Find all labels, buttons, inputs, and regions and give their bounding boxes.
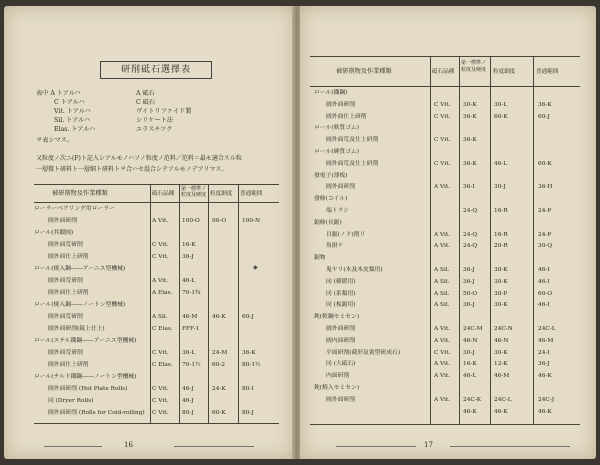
fine-cell: 30-K <box>494 302 508 309</box>
section-label: ロール(焼入鋼――アーニス型機械) <box>34 266 126 272</box>
row-label: 圓外面荒研削 <box>48 314 83 320</box>
fine-cell: 30-P <box>494 290 508 297</box>
section-label: ロール(焼入鋼――ノートン型機械) <box>34 302 126 308</box>
row-label: 圓外面仕上研削 <box>48 362 89 368</box>
fine-cell: 46-K <box>212 314 226 320</box>
stone-cell: A Vit. <box>434 396 451 403</box>
fine-cell: 30-L <box>494 101 508 108</box>
fine-cell: 46-N <box>494 337 509 344</box>
fine-cell: 46-M <box>494 373 510 380</box>
stone-cell: A Sil. <box>434 278 450 285</box>
row-label: 圓外面荒研削 <box>48 242 83 248</box>
section-label: ロール(ステル鐵鋼――アーニス型機械) <box>34 338 137 344</box>
left-page <box>4 6 294 459</box>
grain-cell: 36-J <box>463 302 475 309</box>
fine-cell: 24-K <box>212 386 226 392</box>
print-mark: ◆ <box>253 264 258 271</box>
grain-cell: 16-K <box>463 361 477 368</box>
fine-cell: 46-L <box>494 160 508 167</box>
fine-cell: 16-R <box>494 208 508 214</box>
grain-cell: 36-J <box>182 254 194 260</box>
stone-cell: A Vit. <box>434 373 451 380</box>
grain-cell: 24C-K <box>463 396 482 403</box>
col-header-grain: 第一標準ノ粒度及硬度 <box>461 60 487 73</box>
normal-cell: 36-J <box>538 361 550 368</box>
fine-cell: 60-2 <box>212 362 226 368</box>
stone-cell: A Vit. <box>434 231 451 238</box>
row-label: 角掛ケ <box>326 243 344 250</box>
section-label: 鈍(軟鋼セミセン) <box>314 314 360 321</box>
row-label: 圓外面仕上研削 <box>326 113 367 120</box>
section-label: 鋸條(長鋸) <box>314 219 342 226</box>
grain-cell: 46-L <box>463 373 477 380</box>
grain-cell: 16-K <box>182 242 196 248</box>
grain-cell: 36-K <box>463 137 477 144</box>
normal-cell: 46-M <box>538 337 554 344</box>
normal-cell: 36-K <box>538 101 552 108</box>
grain-cell: 30-J <box>463 349 475 356</box>
stone-cell: A Sil. <box>434 302 450 309</box>
grain-cell: 36-J <box>463 267 475 273</box>
row-label: 同 (Dryer Rolls) <box>48 398 94 404</box>
stone-cell: C Vit. <box>152 242 169 248</box>
col-header-fine: 粒度細度 <box>210 191 233 197</box>
col-header-stone: 砥石品種 <box>432 69 455 75</box>
fine-cell: 60-K <box>212 410 226 416</box>
col-header-work: 被研削物及作業種類 <box>52 190 108 197</box>
row-label: 圓外面荒研削 <box>48 278 83 284</box>
fine-cell: 30-K <box>494 349 508 356</box>
row-label: 圓外面仕上研削 <box>48 290 89 296</box>
col-header-stone: 砥石品種 <box>152 191 175 197</box>
stone-cell: A Sil. <box>434 267 450 273</box>
code-meaning: エラスチツク <box>136 126 173 133</box>
normal-cell: 46-I <box>538 278 550 285</box>
stone-cell: A Vit. <box>434 184 451 191</box>
row-label: 平面研削(截形及裝型研成石) <box>326 349 401 356</box>
normal-cell: 24-P <box>538 231 552 238</box>
normal-cell: 24C-L <box>538 326 556 332</box>
grain-cell: 36-K <box>463 113 477 120</box>
grain-cell: FFF-1 <box>182 326 200 332</box>
section-label: ローラーベアリング用ローラー <box>34 206 115 212</box>
row-label: 同 (横緩用) <box>326 278 356 285</box>
code-label: C トアルハ <box>54 99 85 106</box>
row-label: 圓外面研削 (Hot Plate Rolls) <box>48 386 128 392</box>
normal-cell: 46-I <box>538 302 550 309</box>
section-label: ロール(チルド鐵鋼――ノートン型機械) <box>34 374 137 380</box>
normal-cell: 60-O <box>538 290 553 297</box>
normal-cell: 36-K <box>242 350 256 356</box>
page-title: 研削砥石選擇表 <box>100 61 212 79</box>
row-label: 端トラシ <box>326 208 350 214</box>
section-label: ロール(其鍛圓) <box>34 230 74 236</box>
grain-cell: 24-Q <box>463 243 478 250</box>
grain-cell: 70-1½ <box>182 362 201 368</box>
grain-cell: 36-L <box>182 350 196 356</box>
fine-cell: 20-R <box>494 243 508 250</box>
grain-cell: 46-N <box>463 337 478 344</box>
stone-cell: C Vit. <box>434 137 451 144</box>
normal-cell: 46-K <box>538 408 552 415</box>
normal-cell: 46-I <box>538 267 550 273</box>
normal-cell: 60-J <box>538 113 550 120</box>
legend-note: ヲ表シマス。 <box>36 137 74 144</box>
stone-cell: C Vit. <box>152 350 169 356</box>
col-header-grain: 第一標準ノ粒度及硬度 <box>181 186 207 198</box>
stone-cell: A Vit. <box>434 361 451 368</box>
normal-cell: 80-1½ <box>242 362 261 368</box>
grain-cell: 36-K <box>463 160 477 167</box>
fine-cell: 46-K <box>494 408 508 415</box>
row-label: 圓外面研削 <box>326 326 355 332</box>
normal-cell: 80-J <box>242 410 254 416</box>
grain-cell: 46-L <box>182 278 196 284</box>
fine-cell: 24C-L <box>494 396 512 403</box>
col-header-work: 被研削物及作業種類 <box>336 68 392 75</box>
grain-cell: 100-O <box>182 218 200 224</box>
normal-cell: 24-I <box>538 349 550 356</box>
code-meaning: A 砥石 <box>136 90 155 97</box>
stone-cell: C Vit. <box>434 113 451 120</box>
row-label: 同 (大砥石) <box>326 361 356 368</box>
grain-cell: 46-M <box>182 314 198 320</box>
grain-cell: 36-I <box>463 184 475 191</box>
stone-cell: A Sil. <box>434 290 450 297</box>
row-label: 圓外面研削(鏡上仕上) <box>48 326 105 332</box>
normal-cell: 24C-J <box>538 396 555 403</box>
stone-cell: C Elas. <box>152 362 173 368</box>
row-label: 圓外面研削 <box>326 101 355 108</box>
stone-cell: A Vit. <box>152 278 169 284</box>
row-label: 圓外面研削 (Rolls for Cold-rolling) <box>48 410 145 416</box>
note-line-2: 一層微ト研料ト一層細ト研料トヲ合ハセ混合シテアルモノデアリマス。 <box>36 166 228 173</box>
grain-cell: 70-1¾ <box>182 290 201 296</box>
stone-cell: C Vit. <box>152 410 169 416</box>
section-label: ロール(軟質ゴム) <box>314 125 359 132</box>
col-header-fine: 粒度細度 <box>493 69 516 75</box>
row-label: 圓外面研削 <box>48 218 77 224</box>
stone-cell: C Vit. <box>152 398 169 404</box>
grain-cell: 46-J <box>182 386 194 392</box>
section-label: 鈍(焼入セミセン) <box>314 385 360 391</box>
grain-cell: 46-K <box>463 408 477 415</box>
row-label: 圓外面仕上研削 <box>48 254 89 260</box>
stone-cell: C Vit. <box>434 101 451 108</box>
row-label: 圓外面荒研削 <box>48 350 83 356</box>
row-label: 圓外面研削 <box>326 396 355 403</box>
code-label: 表中 A トアルハ <box>36 90 81 97</box>
fine-cell: 60-K <box>494 113 508 120</box>
section-label: 發電子(薄板) <box>314 172 348 179</box>
fine-cell: 12-K <box>494 361 508 368</box>
fine-cell: 30-J <box>494 184 506 191</box>
fine-cell: 24C-N <box>494 326 513 332</box>
grain-cell: 80-J <box>182 410 194 416</box>
fine-cell: 16-R <box>494 231 508 238</box>
section-label: ロール(鐵鋼) <box>314 90 348 96</box>
stone-cell: A Vit. <box>152 218 169 224</box>
stone-cell: C Vit. <box>152 386 169 392</box>
code-meaning: シリケート法 <box>136 117 174 124</box>
stone-cell: A Elas. <box>152 290 173 296</box>
page-number: 17 <box>424 441 433 449</box>
row-label: 圓外面荒及仕上研削 <box>326 137 379 144</box>
stone-cell: A Vit. <box>434 337 451 344</box>
col-header-normal: 普通範囲 <box>240 191 263 197</box>
normal-cell: 60-J <box>242 314 254 320</box>
grain-cell: 24-Q <box>463 231 478 238</box>
normal-cell: 30-Q <box>538 243 553 250</box>
row-label: 同 (系類用) <box>326 290 356 297</box>
row-label: 鬼ヤリ(木及木皮類用) <box>326 267 383 273</box>
section-label: ロール(硬質ゴム) <box>314 149 359 155</box>
normal-cell: 80-I <box>242 386 254 392</box>
fine-cell: 24-M <box>212 350 228 356</box>
right-page <box>300 6 596 459</box>
page-number: 16 <box>124 441 133 449</box>
row-label: 目鋸(ノド)削リ <box>326 231 366 238</box>
code-label: Vit. トアルハ <box>54 108 91 115</box>
stone-cell: C Vit. <box>434 160 451 167</box>
fine-cell: 30-K <box>494 278 508 285</box>
row-label: 圓外面荒及仕上研削 <box>326 160 379 167</box>
stone-cell: C Vit. <box>152 254 169 260</box>
grain-cell: 30-K <box>463 101 477 108</box>
section-label: 發條(コイル) <box>314 196 348 203</box>
code-meaning: C 砥石 <box>136 99 156 106</box>
code-meaning: ヴイトリファイド製 <box>136 108 192 115</box>
normal-cell: 24-P <box>538 208 552 214</box>
normal-cell: 100-N <box>242 218 261 224</box>
row-label: 内面研削 <box>326 373 350 380</box>
col-header-normal: 普通範囲 <box>536 69 559 75</box>
stone-cell: C Vit. <box>434 349 451 356</box>
row-label: 圓内面研削 <box>326 337 355 344</box>
normal-cell: 60-K <box>538 160 552 167</box>
grain-cell: 24C-M <box>463 326 483 332</box>
code-label: Sil. トアルハ <box>54 117 91 124</box>
stone-cell: C Elas. <box>152 326 173 332</box>
fine-cell: 90-O <box>212 218 227 224</box>
normal-cell: 46-K <box>538 373 552 380</box>
grain-cell: 36-J <box>463 278 475 285</box>
stone-cell: A Vit. <box>434 243 451 250</box>
row-label: 同 (板鋸用) <box>326 302 356 309</box>
note-line-1: 又粒度ノ次ニ(F)ト記入シアルモノハソノ粒度ノ范料／范料＝最モ適合スル粒 <box>36 155 242 162</box>
stone-cell: A Vit. <box>434 326 451 332</box>
row-label: 圓外面研削 <box>326 184 355 191</box>
code-label: Elas. トアルハ <box>54 126 96 133</box>
normal-cell: 36-H <box>538 184 553 191</box>
section-label: 鋸物 <box>314 255 326 262</box>
fine-cell: 30-K <box>494 267 508 273</box>
stone-cell: A Sil. <box>152 314 168 320</box>
grain-cell: 24-Q <box>463 208 478 214</box>
grain-cell: 50-O <box>463 290 478 297</box>
grain-cell: 46-J <box>182 398 194 404</box>
